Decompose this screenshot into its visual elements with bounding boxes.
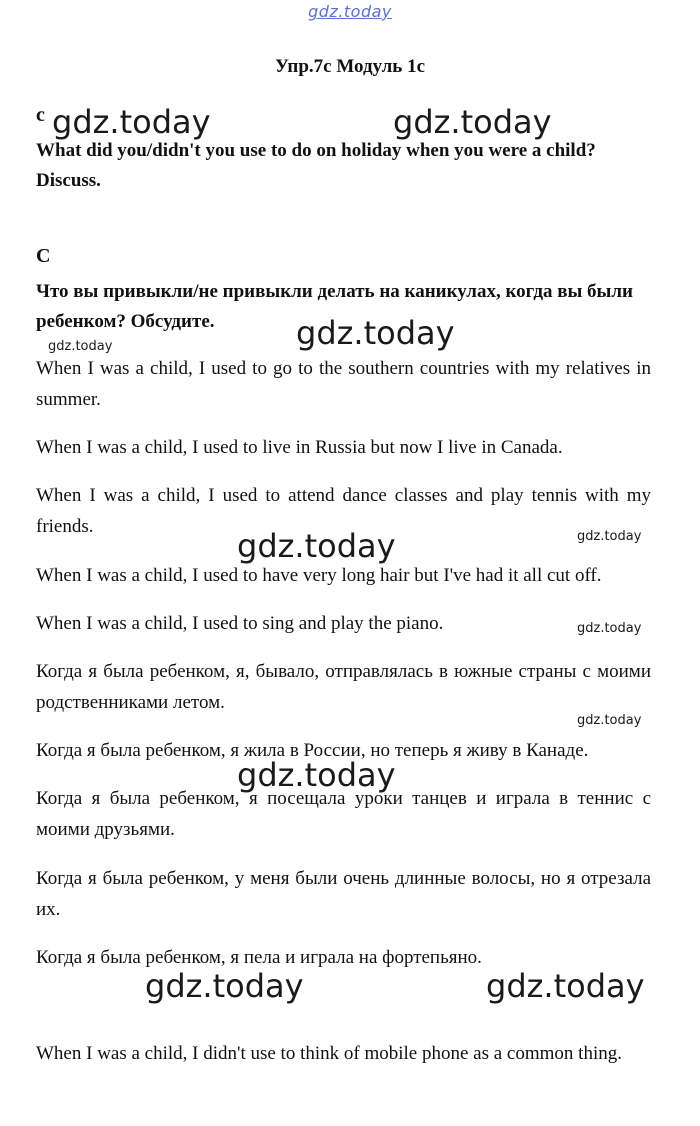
task-question-ru: Что вы привыкли/не привыкли делать на каникулах, когда вы были ребенком? Обсудите. bbox=[36, 281, 633, 332]
watermark: gdz.today bbox=[486, 967, 645, 1005]
watermark: gdz.today bbox=[577, 529, 642, 544]
answer-ru-2: Когда я была ребенком, я жила в России, но теперь я живу в Канаде. bbox=[36, 740, 589, 761]
answer-en-1: When I was a child, I used to go to the southern countries with my relatives in summer. bbox=[36, 358, 651, 410]
answer-en-extra: When I was a child, I didn't use to think of mobile phone as a common thing. bbox=[36, 1043, 622, 1064]
watermark: gdz.today bbox=[393, 103, 552, 141]
watermark: gdz.today bbox=[577, 713, 642, 728]
watermark: gdz.today bbox=[296, 314, 455, 352]
watermark: gdz.today bbox=[52, 103, 211, 141]
answer-en-2: When I was a child, I used to live in Russia but now I live in Canada. bbox=[36, 437, 563, 458]
task-letter-ru: С bbox=[36, 245, 51, 267]
task-letter-en: c bbox=[36, 104, 45, 126]
page-title: Упр.7с Модуль 1с bbox=[275, 56, 425, 77]
answer-ru-3: Когда я была ребенком, я посещала уроки танцев и играла в теннис с моими друзьями. bbox=[36, 788, 651, 840]
watermark: gdz.today bbox=[145, 967, 304, 1005]
site-link[interactable]: gdz.today bbox=[308, 2, 392, 21]
answer-en-4: When I was a child, I used to have very long hair but I've had it all cut off. bbox=[36, 565, 602, 586]
watermark: gdz.today bbox=[237, 527, 396, 565]
watermark: gdz.today bbox=[577, 621, 642, 636]
task-question-en: What did you/didn't you use to do on holiday when you were a child? Discuss. bbox=[36, 140, 596, 191]
answer-ru-1: Когда я была ребенком, я, бывало, отправлялась в южные страны с моими родственниками летом. bbox=[36, 661, 651, 713]
watermark: gdz.today bbox=[237, 756, 396, 794]
answer-en-5: When I was a child, I used to sing and play the piano. bbox=[36, 613, 444, 634]
watermark: gdz.today bbox=[48, 339, 113, 354]
answer-ru-5: Когда я была ребенком, я пела и играла на фортепьяно. bbox=[36, 947, 482, 968]
answer-ru-4: Когда я была ребенком, у меня были очень длинные волосы, но я отрезала их. bbox=[36, 868, 651, 920]
answer-en-3: When I was a child, I used to attend dance classes and play tennis with my friends. bbox=[36, 485, 651, 537]
